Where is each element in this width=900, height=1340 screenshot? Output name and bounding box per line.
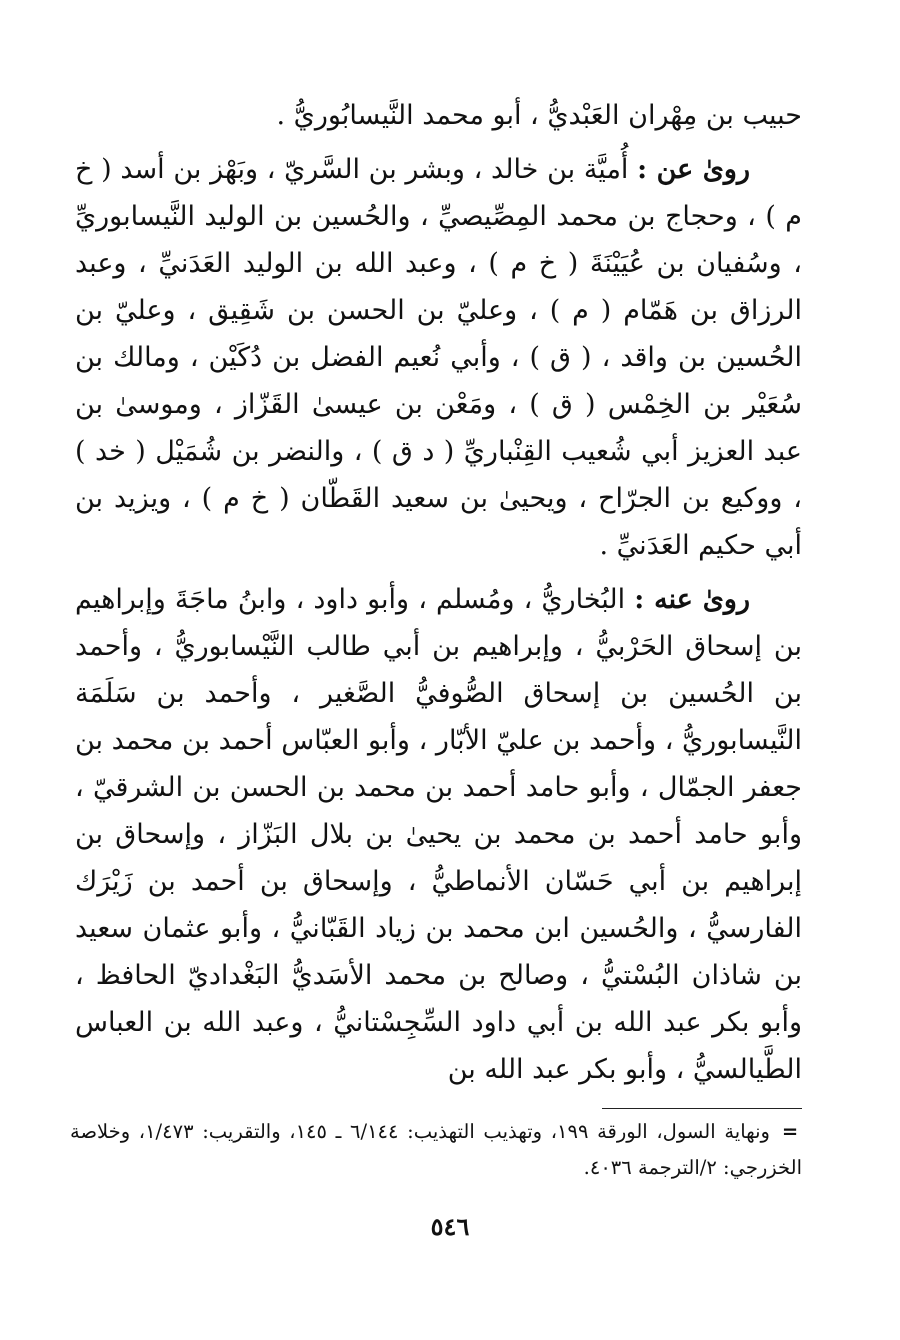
narrated-by-paragraph [75,576,802,1093]
footnote-text: ونهاية السول، الورقة ١٩٩، وتهذيب التهذيب: ٦/١٤٤ ـ ١٤٥، والتقريب: ١/٤٧٣، وخلاصة الخزرجي: ٢/الترجمة ٤٠٣٦. [70,1120,802,1179]
narrated-by-label: روىٰ عنه : [634,584,750,615]
footnote-continuation-mark: = [781,1120,799,1143]
narrated-from-text: أُميَّة بن خالد ، وبشر بن السَّريّ ، وبَهْز بن أسد ( خ م ) ، وحجاج بن محمد المِصِّيصيِّ ، والحُسين بن الوليد النَّيسابوريِّ ، وسُفيان بن عُيَيْنَةَ ( خ م ) ، وعبد الله بن الوليد العَدَنيِّ ، وعبد الرزاق بن هَمّام ( م ) ، وعليّ بن الحسن بن شَقِيق ، وعليّ بن الحُسين بن واقد ، ( ق ) ، وأبي نُعيم الفضل بن دُكَيْن ، ومالك بن سُعَيْر بن الخِمْس ( ق ) ، ومَعْن بن عيسىٰ القَزّاز ، وموسىٰ بن عبد العزيز أبي شُعيب القِنْباريِّ ( د ق ) ، والنضر بن شُمَيْل ( خد ) ، ووكيع بن الجرّاح ، ويحيىٰ بن سعيد القَطّان ( خ م ) ، ويزيد بن أبي حكيم العَدَنيِّ . [75,154,802,561]
narrated-by-text: البُخاريُّ ، ومُسلم ، وأبو داود ، وابنُ ماجَةَ وإبراهيم بن إسحاق الحَرْبيُّ ، وإبراهيم بن أبي طالب النَّيْسابوريُّ ، وأحمد بن الحُسين بن إسحاق الصُّوفيُّ الصَّغير ، وأحمد بن سَلَمَة النَّيسابوريُّ ، وأحمد بن عليّ الأبّار ، وأبو العبّاس أحمد بن محمد بن جعفر الجمّال ، وأبو حامد أحمد بن محمد بن الحسن بن الشرقيّ ، وأبو حامد أحمد بن محمد بن يحيىٰ بن بلال البَزّاز ، وإسحاق بن إبراهيم بن أبي حَسّان الأنماطيُّ ، وإسحاق بن أحمد بن زَيْرَك الفارسيُّ ، والحُسين ابن محمد بن زياد القَبّانيُّ ، وأبو عثمان سعيد بن شاذان البُسْتيُّ ، وصالح بن محمد الأسَديُّ البَغْداديّ الحافظ ، وأبو بكر عبد الله بن أبي داود السِّجِسْتانيُّ ، وعبد الله بن العباس الطَّيالسيُّ ، وأبو بكر عبد الله بن [75,584,802,1085]
footnote-section [70,1114,802,1186]
footnote [70,1114,802,1186]
narrated-from-label: روىٰ عن : [637,154,750,185]
header-line: حبيب بن مِهْران العَبْديُّ ، أبو محمد النَّيسابُوريُّ . [276,100,802,131]
footnote-divider [602,1108,802,1109]
page-number: ٥٤٦ [430,1212,470,1241]
main-text [75,92,802,1100]
narrated-from-paragraph [75,146,802,569]
